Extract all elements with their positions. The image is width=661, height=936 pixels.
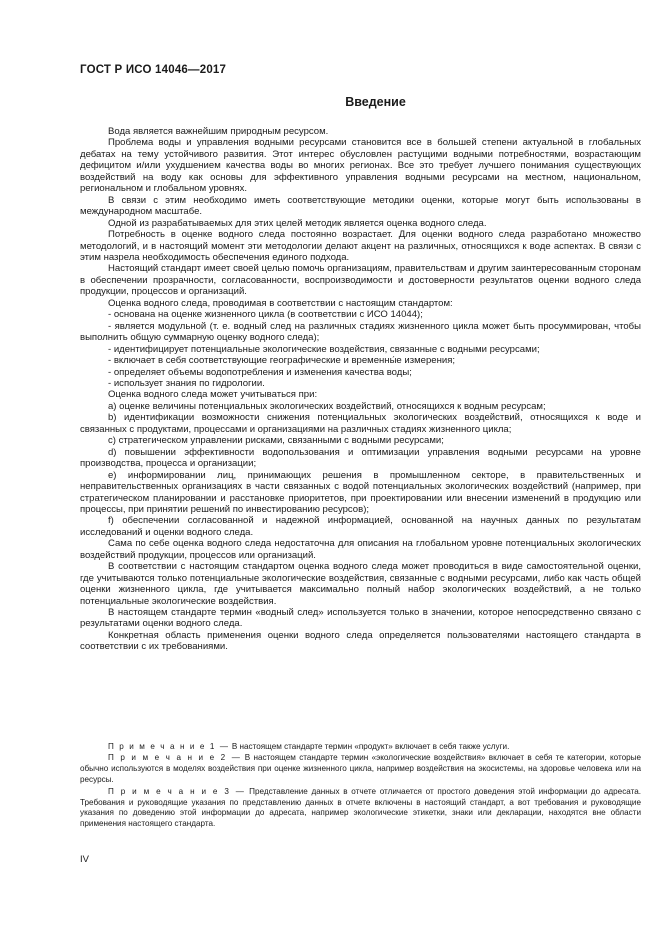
list-item: - использует знания по гидрологии. — [108, 377, 265, 389]
note-text: В настоящем стандарте термин «продукт» включает в себя также услуги. — [229, 742, 510, 751]
document-body — [80, 126, 641, 653]
paragraph: Оценка водного следа, проводимая в соответствии с настоящим стандартом: — [108, 297, 453, 309]
note-label: П р и м е ч а н и е 1 — — [108, 742, 230, 751]
note — [80, 787, 641, 831]
note — [80, 753, 641, 786]
paragraph: Потребность в оценке водного следа постоянно возрастает. Для оценки водного следа разработано множество методологий, и в настоящий момент эти методологии делают акцент на различных, относящихся к воде аспектах. В связи с этим назрела необходимость обеспечения единого подхода. — [80, 229, 641, 263]
list-item: - является модульной (т. е. водный след на различных стадиях жизненного цикла может быть просуммирован, чтобы выполнить общую суммарную оценку водного следа); — [80, 320, 641, 344]
list-item: - идентифицирует потенциальные экологические воздействия, связанные с водными ресурсами; — [108, 343, 540, 355]
paragraph: Проблема воды и управления водными ресурсами становится все в большей степени актуальной в глобальных дебатах на тему устойчивого развития. Этот интерес обусловлен растущими водными потребностями, возрастающим дефицитом и/или ухудшением качества воды во многих регионах. Все это требует лучшего понимания существующих воздействий на воду как основы для эффективного управления водными ресурсами на местном, национальном, региональном и глобальном уровнях. — [80, 137, 641, 195]
section-title-text: Введение — [345, 95, 406, 109]
document-header: ГОСТ Р ИСО 14046—2017 — [80, 64, 227, 76]
paragraph: Вода является важнейшим природным ресурсом. — [108, 126, 329, 137]
list-item: - включает в себя соответствующие географические и временны́е измерения; — [108, 355, 456, 367]
paragraph: В соответствии с настоящим стандартом оценка водного следа может проводиться в виде самостоятельной оценки, где учитываются только потенциальные экологические воздействия, связанные с водными ресурсами, либо как часть общей оценки жизненного цикла, где учитывается максимально полный набор экологических воздействий, а не только потенциальные экологические воздействия. — [80, 561, 641, 607]
page-number: IV — [80, 854, 89, 865]
list-item: f) обеспечении согласованной и надежной информацией, основанной на научных данных по результатам исследований и оценки водного следа. — [80, 515, 641, 538]
note-label: П р и м е ч а н и е 3 — — [108, 786, 246, 796]
paragraph: Сама по себе оценка водного следа недостаточна для описания на глобальном уровне потенциальных экологических воздействий продукции, процессов или организаций. — [80, 538, 641, 561]
list-item: b) идентификации возможности снижения потенциальных экологических воздействий, относящихся к воде и связанных с продуктами, процессами и организациями на различных стадиях жизненного цикла; — [80, 412, 641, 435]
note-label: П р и м е ч а н и е 2 — — [108, 753, 242, 763]
paragraph: В связи с этим необходимо иметь соответствующие методики оценки, которые могут быть использованы в международном масштабе. — [80, 194, 641, 218]
paragraph: Оценка водного следа может учитываться при: — [108, 389, 318, 401]
paragraph: Конкретная область применения оценки водного следа определяется пользователями настоящего стандарта в соответствии с их требованиями. — [80, 629, 641, 653]
note-text: В настоящем стандарте термин «экологические воздействия» включает в себя те категории, которые обычно используются в моделях воздействия при оценке жизненного цикла, например воздействия на экосистемы, на здоровье человека или на ресурсы. — [80, 753, 641, 785]
section-title — [0, 95, 661, 109]
list-item: - определяет объемы водопотребления и изменения качества воды; — [108, 366, 412, 378]
list-item: - основана на оценке жизненного цикла (в соответствии с ИСО 14044); — [108, 309, 423, 321]
note-text: Представление данных в отчете отличается от простого доведения этой информации до адресата. Требования и руководящие указания по представлению данных в отчете включены в настоящий стандарт, а вот требования и руководящие указания по доведению этой информации до адресата, например экологические этикетки, знаки или декларации, находятся вне области применения настоящего стандарта. — [80, 786, 641, 829]
paragraph: Настоящий стандарт имеет своей целью помочь организациям, правительствам и другим заинтересованным сторонам в обеспечении прозрачности, согласованности, воспроизводимости и достоверности результатов оценки водного следа продукции, процессов и организаций. — [80, 263, 641, 298]
list-item: e) информировании лиц, принимающих решения в промышленном секторе, в правительственных и неправительственных организациях в части связанных с водой потенциальных экологических воздействий (например, при стратегическом планировании и расстановке приоритетов, при проектировании или внесении изменений в продукцию или процессы, при принятии решений по инвестированию ресурсов); — [80, 469, 641, 515]
notes-block — [80, 742, 641, 831]
paragraph: В настоящем стандарте термин «водный след» используется только в значении, которое непосредственно связано с результатами оценки водного следа. — [80, 607, 641, 630]
note — [80, 742, 641, 753]
paragraph: Одной из разрабатываемых для этих целей методик является оценка водного следа. — [108, 217, 487, 229]
list-item: d) повышении эффективности водопользования и оптимизации управления водными ресурсами на уровне производства, процесса и организации; — [80, 446, 641, 470]
list-item: c) стратегическом управлении рисками, связанными с водными ресурсами; — [108, 435, 444, 447]
list-item: a) оценке величины потенциальных экологических воздействий, относящихся к водным ресурсам; — [108, 400, 546, 412]
